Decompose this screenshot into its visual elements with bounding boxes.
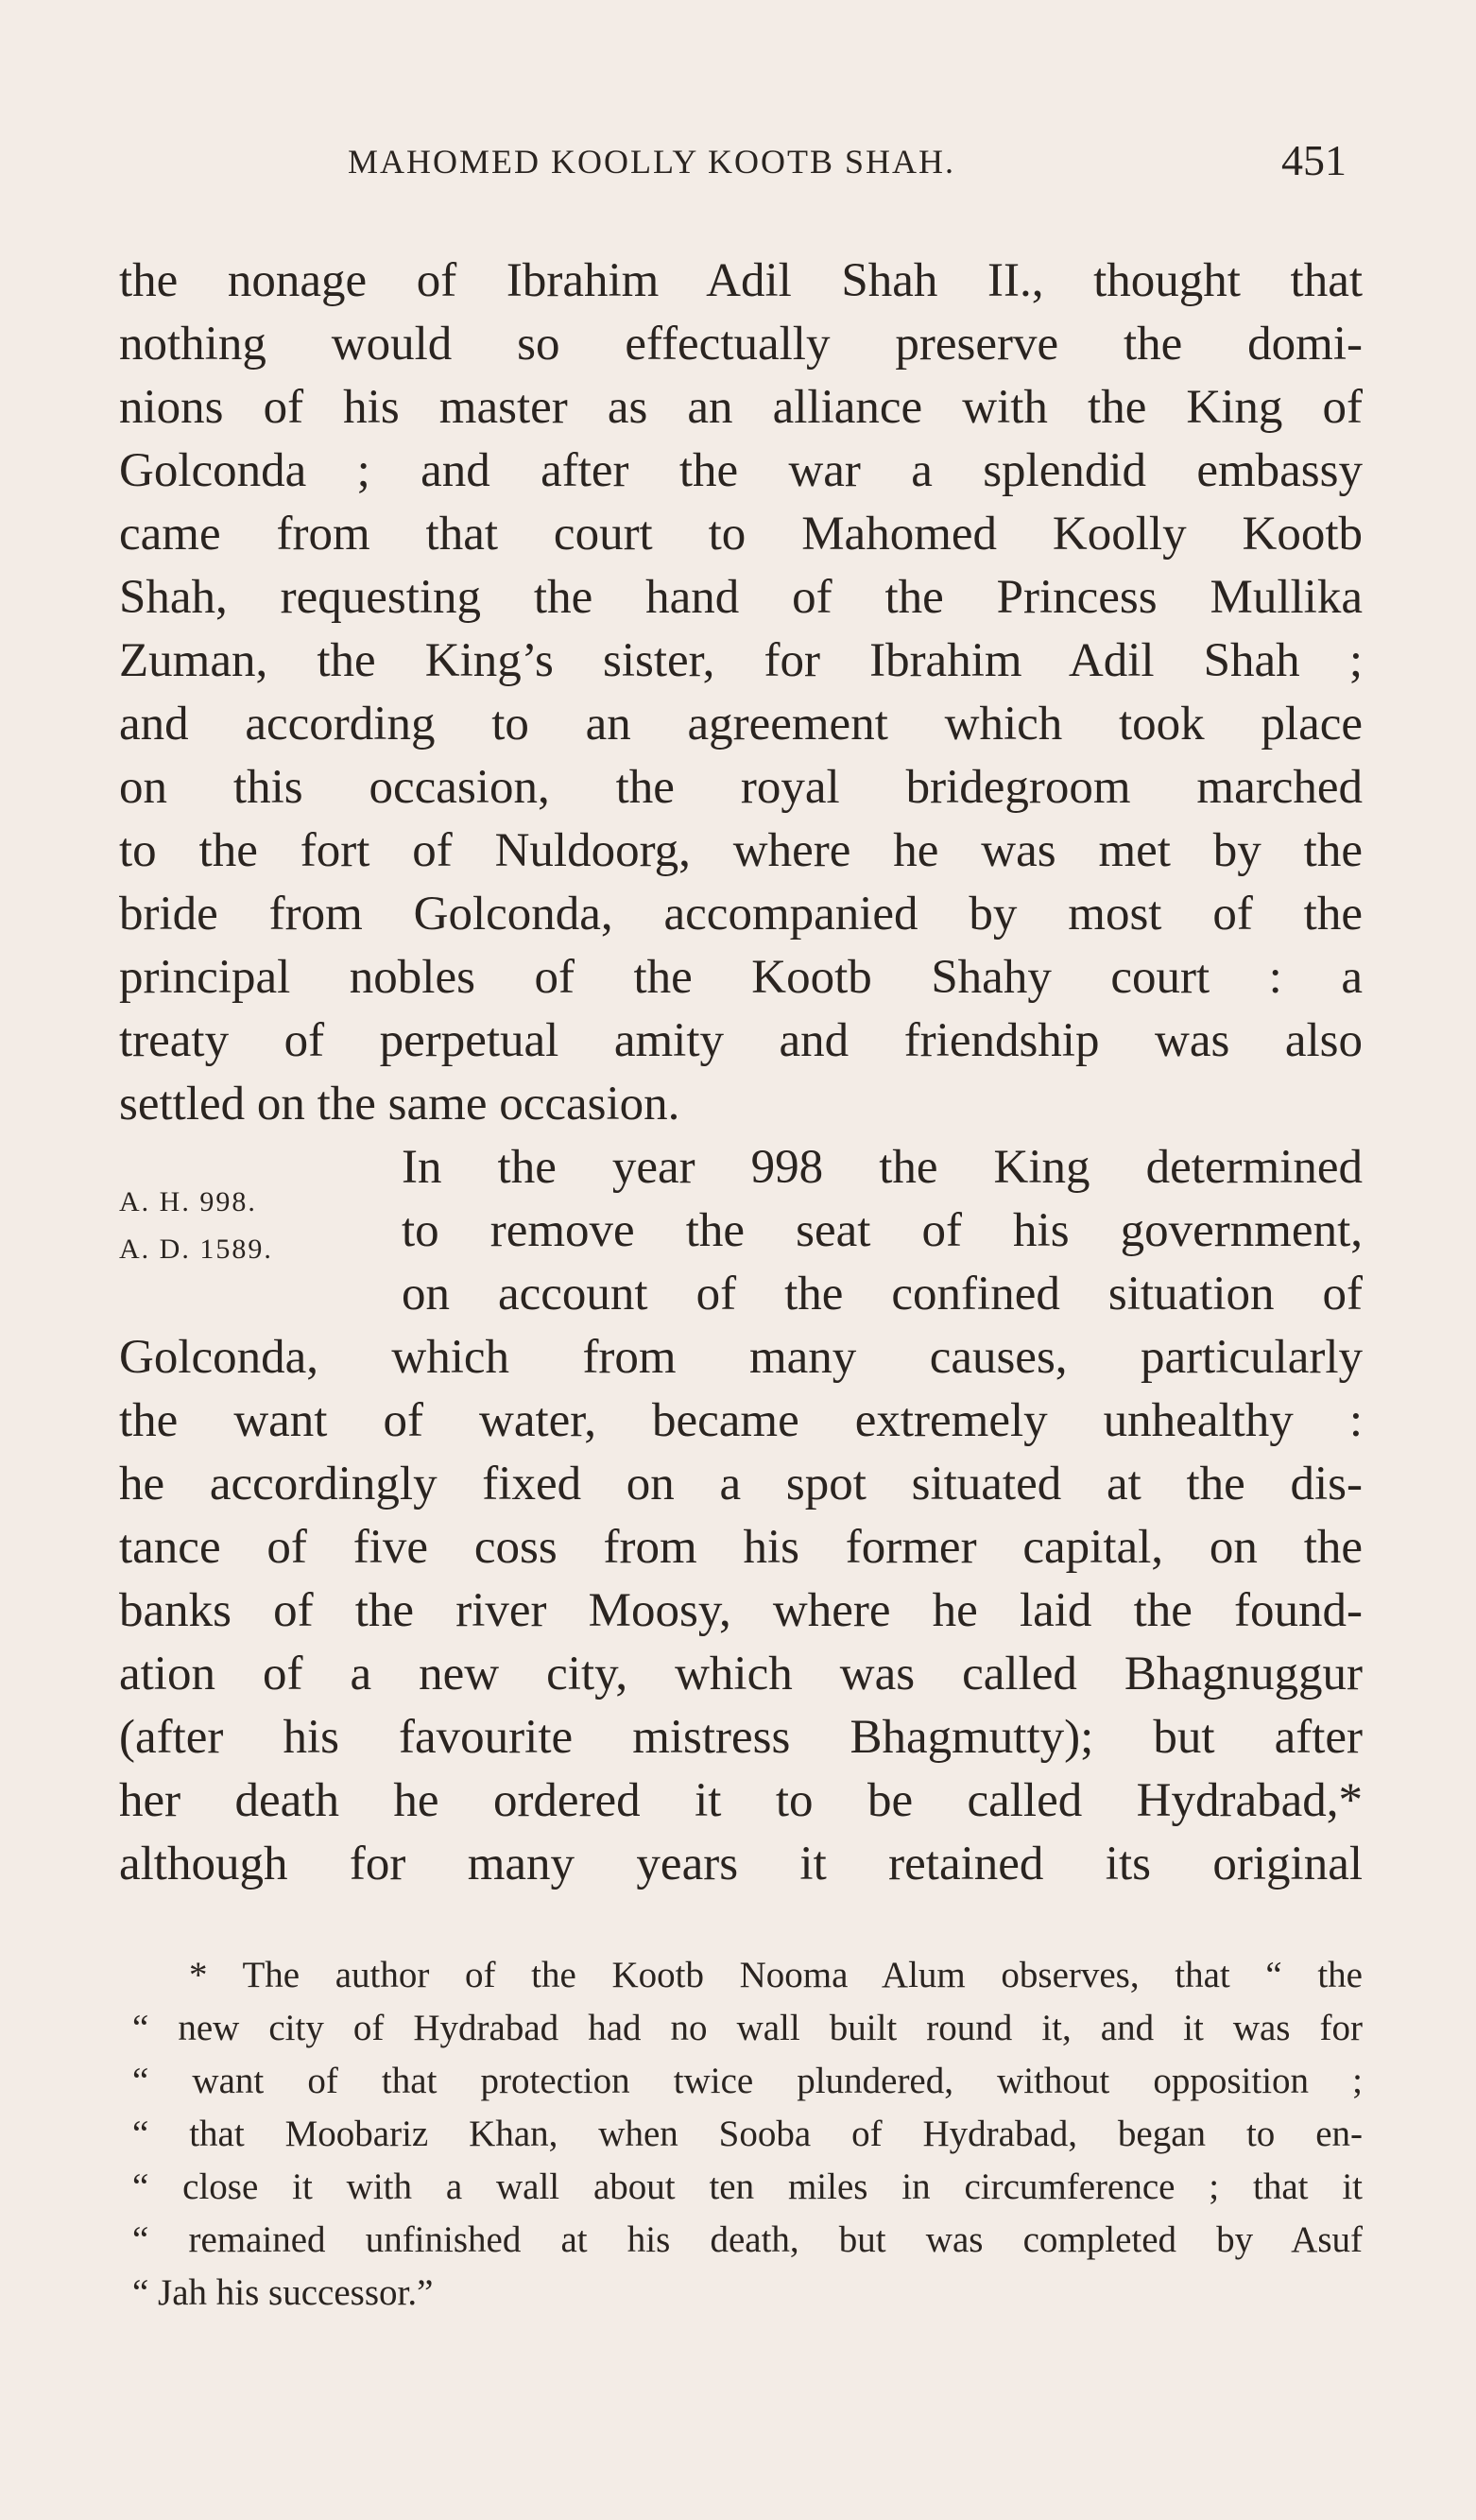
footnote-line: “ close it with a wall about ten miles in circumference ; that it (132, 2166, 1363, 2207)
body-line: In the year 998 the King determined (402, 1141, 1363, 1194)
body-line: came from that court to Mahomed Koolly Kootb (119, 508, 1363, 561)
body-line: principal nobles of the Kootb Shahy court : a (119, 951, 1363, 1004)
body-line: Zuman, the King’s sister, for Ibrahim Adil Shah ; (119, 634, 1363, 687)
body-line: tance of five coss from his former capital, on the (119, 1521, 1363, 1574)
body-line: on account of the confined situation of (402, 1268, 1363, 1320)
footnote-line: “ Jah his successor.” (132, 2272, 434, 2313)
body-line: nions of his master as an alliance with the King of (119, 381, 1363, 434)
body-line: nothing would so effectually preserve the domi- (119, 318, 1363, 371)
body-line: ation of a new city, which was called Bhagnuggur (119, 1648, 1363, 1700)
body-line: Golconda ; and after the war a splendid embassy (119, 444, 1363, 497)
running-head-title: MAHOMED KOOLLY KOOTB SHAH. (348, 143, 956, 181)
body-line: he accordingly fixed on a spot situated at the dis- (119, 1458, 1363, 1510)
body-line: to remove the seat of his government, (402, 1204, 1363, 1257)
footnote-line: “ that Moobariz Khan, when Sooba of Hydrabad, began to en- (132, 2114, 1363, 2154)
body-line: the nonage of Ibrahim Adil Shah II., thought that (119, 254, 1363, 307)
body-line: bride from Golconda, accompanied by most of the (119, 888, 1363, 941)
body-line: treaty of perpetual amity and friendship was also (119, 1014, 1363, 1067)
margin-note-hijri-year: A. H. 998. (119, 1186, 257, 1217)
body-line: the want of water, became extremely unhealthy : (119, 1394, 1363, 1447)
page-number: 451 (1281, 136, 1347, 184)
body-line: settled on the same occasion. (119, 1078, 680, 1131)
body-line: her death he ordered it to be called Hydrabad,* (119, 1774, 1363, 1827)
body-line: and according to an agreement which took place (119, 698, 1363, 751)
body-line: (after his favourite mistress Bhagmutty); but after (119, 1711, 1363, 1764)
body-line: Golconda, which from many causes, particularly (119, 1331, 1363, 1384)
footnote-line: “ remained unfinished at his death, but was completed by Asuf (132, 2219, 1363, 2260)
body-line: banks of the river Moosy, where he laid the found- (119, 1584, 1363, 1637)
footnote-line: “ want of that protection twice plundered, without opposition ; (132, 2061, 1363, 2101)
margin-note-gregorian-year: A. D. 1589. (119, 1234, 273, 1265)
footnote-line: * The author of the Kootb Nooma Alum observes, that “ the (189, 1955, 1363, 1995)
body-line: on this occasion, the royal bridegroom marched (119, 761, 1363, 814)
body-line: Shah, requesting the hand of the Princess Mullika (119, 571, 1363, 624)
body-line: to the fort of Nuldoorg, where he was met by the (119, 824, 1363, 877)
body-line: although for many years it retained its original (119, 1838, 1363, 1890)
footnote-line: “ new city of Hydrabad had no wall built round it, and it was for (132, 2008, 1363, 2048)
